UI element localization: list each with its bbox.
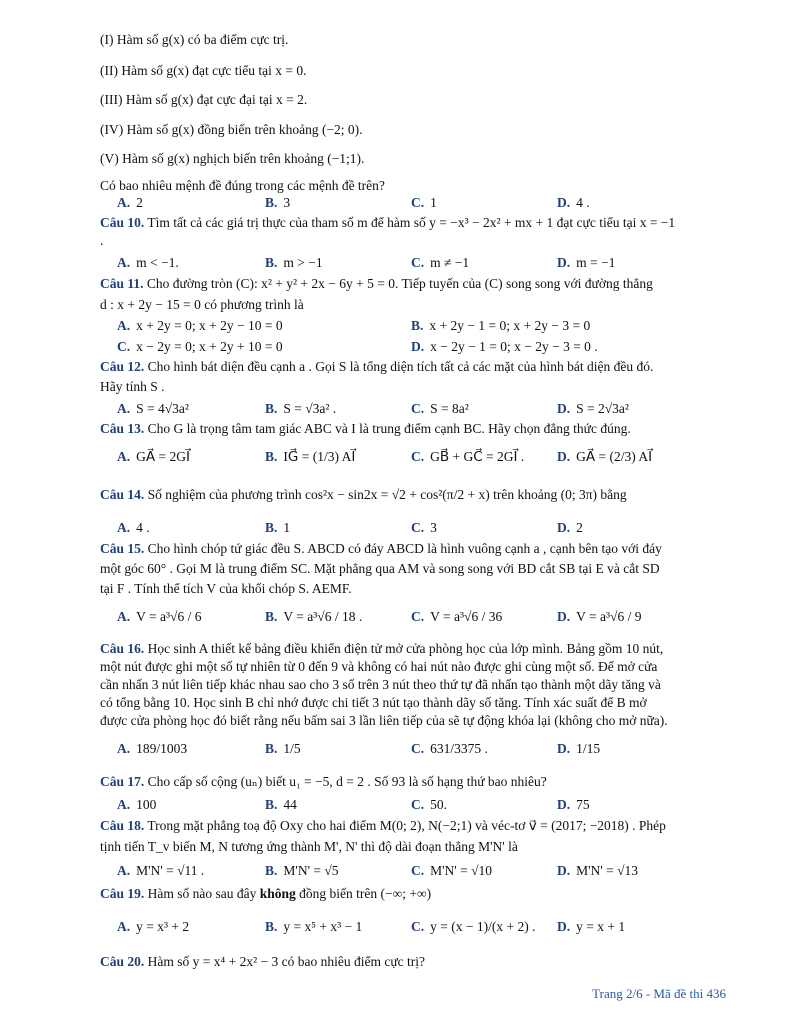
option-d[interactable] [557,600,641,634]
option-d[interactable] [557,193,590,213]
option-value: 2 [576,520,583,535]
option-value: S = √3a² . [283,401,337,416]
question-14-options [100,518,730,538]
option-d[interactable] [557,253,615,273]
option-label: B. [265,741,278,756]
question-11-text [100,275,730,293]
question-label: Câu 16. [100,641,145,656]
option-value: y = x⁵ + x³ − 1 [283,919,363,934]
option-label: B. [265,863,278,878]
option-value: m ≠ −1 [430,255,470,270]
question-body: Trong mặt phẳng toạ độ Oxy cho hai điểm M(0; 2), N(−2;1) và véc-tơ v⃗ = (2017; −2018) . Phép [147,818,666,833]
option-value: y = (x − 1)/(x + 2) . [430,919,536,934]
option-a[interactable] [117,518,150,538]
option-d[interactable] [557,399,629,419]
option-a[interactable] [117,253,179,273]
option-c[interactable] [117,337,283,357]
option-label: A. [117,449,131,464]
question-body: Hàm số nào sau đây [147,886,257,901]
option-b[interactable] [265,253,323,273]
option-label: C. [411,863,425,878]
question-18-text-2: tịnh tiến T_v biến M, N tương ứng thành M', N' thì độ dài đoạn thẳng M'N' là [100,839,518,854]
option-value: 4 . [576,195,590,210]
option-b[interactable] [265,910,362,944]
option-value: S = 2√3a² [576,401,629,416]
question-18-options [100,861,730,881]
option-c[interactable] [411,910,535,944]
option-value: GA⃗ = 2GI⃗ [136,449,190,464]
option-c[interactable] [411,518,437,538]
option-value: 4 . [136,520,150,535]
option-value: M'N' = √11 . [136,863,205,878]
question-label: Câu 10. [100,215,145,230]
option-label: D. [411,339,425,354]
question-16-text-2: một nút được ghi một số tự nhiên từ 0 đến 9 và không có hai nút nào được ghi cùng một số. Để mở cửa [100,659,658,674]
question-16-text-3: cần nhấn 3 nút liên tiếp khác nhau sao cho 3 số trên 3 nút theo thứ tự đã nhấn tạo thành một dãy tăng và [100,677,661,692]
option-label: A. [117,919,131,934]
question-15-options [100,600,730,634]
option-label: D. [557,195,571,210]
option-a[interactable] [117,193,143,213]
option-value: 1 [283,520,291,535]
option-b[interactable] [265,732,301,766]
option-c[interactable] [411,732,488,766]
option-value: 2 [136,195,143,210]
option-label: C. [411,797,425,812]
question-body: Tìm tất cả các giá trị thực của tham số m để hàm số y = −x³ − 2x² + mx + 1 đạt cực tiểu tại x = −1 [147,215,676,230]
option-d[interactable] [557,732,600,766]
question-12-text [100,358,730,376]
option-label: C. [117,339,131,354]
question-10-text-cont: . [100,233,104,248]
option-c[interactable] [411,600,502,634]
question-label: Câu 11. [100,276,144,291]
option-value: 3 [283,195,291,210]
option-value: S = 8a² [430,401,469,416]
option-a[interactable] [117,732,187,766]
statement-1: (I) Hàm số g(x) có ba điểm cực trị. [100,32,289,47]
option-label: D. [557,919,571,934]
option-c[interactable] [411,440,524,474]
question-10-options [100,253,730,273]
question-13-text [100,420,730,438]
option-label: D. [557,609,571,624]
option-label: B. [265,797,278,812]
option-c[interactable] [411,193,437,213]
option-b[interactable] [265,600,362,634]
question-11-options-cd [100,337,730,357]
statement-4: (IV) Hàm số g(x) đồng biến trên khoảng (−2; 0). [100,122,363,137]
option-label: C. [411,401,425,416]
option-label: A. [117,195,131,210]
question-15-text-2: một góc 60° . Gọi M là trung điểm SC. Mặt phẳng qua AM và song song với BD cắt SB tại E và cắt SD [100,561,660,576]
question-18-text [100,817,730,835]
question-body-cont: đồng biến trên (−∞; +∞) [299,886,432,901]
question-body: Cho hình bát diện đều cạnh a . Gọi S là tổng diện tích tất cả các mặt của hình bát diện đều đó. [147,359,654,374]
question-15-text-3: tại F . Tính thể tích V của khối chóp S. AEMF. [100,581,352,596]
option-label: B. [265,609,278,624]
option-label: A. [117,863,131,878]
option-label: A. [117,609,131,624]
option-label: D. [557,401,571,416]
option-d[interactable] [557,518,583,538]
option-a[interactable] [117,861,204,881]
question-body: Cho hình chóp tứ giác đều S. ABCD có đáy ABCD là hình vuông cạnh a , cạnh bên tạo với đáy [147,541,662,556]
option-value: x − 2y − 1 = 0; x − 2y − 3 = 0 . [430,339,598,354]
option-value: m > −1 [283,255,323,270]
option-label: A. [117,401,131,416]
option-label: B. [265,449,278,464]
question-12-text-cont: Hãy tính S . [100,379,165,394]
option-value: V = a³√6 / 9 [576,609,642,624]
option-value: GA⃗ = (2/3) AI⃗ [576,449,653,464]
question-17-options [100,795,730,815]
page-footer: Trang 2/6 - Mã đề thi 436 [592,986,726,1001]
option-b[interactable] [411,316,590,336]
option-c[interactable] [411,253,469,273]
option-value: GB⃗ + GC⃗ = 2GI⃗ . [430,449,525,464]
question-label: Câu 14. [100,487,145,502]
question-9-text: Có bao nhiêu mệnh đề đúng trong các mệnh đề trên? [100,178,385,193]
option-label: C. [411,449,425,464]
question-body: Cho đường tròn (C): x² + y² + 2x − 6y + 5 = 0. Tiếp tuyến của (C) song song với đường thẳng [146,276,653,291]
statement-2: (II) Hàm số g(x) đạt cực tiểu tại x = 0. [100,63,307,78]
option-value: M'N' = √5 [283,863,339,878]
option-c[interactable] [411,861,492,881]
option-value: y = x³ + 2 [136,919,190,934]
question-19-options [100,910,730,944]
option-d[interactable] [557,440,652,474]
question-11-text-cont: d : x + 2y − 15 = 0 có phương trình là [100,297,304,312]
option-label: A. [117,520,131,535]
option-value: 100 [136,797,157,812]
option-label: D. [557,520,571,535]
option-value: S = 4√3a² [136,401,189,416]
option-label: D. [557,863,571,878]
option-label: C. [411,520,425,535]
option-value: 75 [576,797,590,812]
question-label: Câu 13. [100,421,145,436]
option-value: V = a³√6 / 6 [136,609,202,624]
option-d[interactable] [411,337,598,357]
option-c[interactable] [411,795,447,815]
option-value: 1 [430,195,437,210]
option-value: 1/5 [283,741,301,756]
statement-5: (V) Hàm số g(x) nghịch biến trên khoảng (−1;1). [100,151,365,166]
option-c[interactable] [411,399,469,419]
question-10-text [100,214,730,232]
question-body: Cho G là trọng tâm tam giác ABC và I là trung điểm cạnh BC. Hãy chọn đẳng thức đúng. [147,421,631,436]
option-label: D. [557,797,571,812]
question-16-options [100,732,730,766]
question-16-text-4: có tổng bằng 10. Học sinh B chỉ nhớ được chi tiết 3 nút tạo thành dãy số tăng. Tính xác suất để B mở [100,695,647,710]
question-9-options [100,193,730,213]
option-value: x − 2y = 0; x + 2y + 10 = 0 [136,339,283,354]
question-20-text [100,953,730,971]
option-label: C. [411,255,425,270]
option-label: C. [411,609,425,624]
question-12-options [100,399,730,419]
option-label: A. [117,318,131,333]
option-label: D. [557,255,571,270]
option-b[interactable] [265,861,339,881]
question-17-text [100,773,730,791]
option-value: 1/15 [576,741,601,756]
option-b[interactable] [265,518,290,538]
option-value: 44 [283,797,297,812]
question-label: Câu 18. [100,818,145,833]
option-value: IG⃗ = (1/3) AI⃗ [283,449,356,464]
option-d[interactable] [557,910,625,944]
option-a[interactable] [117,600,201,634]
option-a[interactable] [117,440,190,474]
option-value: x + 2y = 0; x + 2y − 10 = 0 [136,318,283,333]
question-label: Câu 20. [100,954,145,969]
option-value: M'N' = √10 [430,863,493,878]
question-body: Cho cấp số cộng (uₙ) biết u₁ = −5, d = 2 . Số 93 là số hạng thứ bao nhiêu? [147,774,547,789]
question-16-text-5: được cửa phòng học đó biết rằng nếu bấm sai 3 lần liên tiếp của sẽ tự động khóa lại (không cho mở nữa). [100,713,668,728]
option-value: 189/1003 [136,741,188,756]
option-label: B. [265,255,278,270]
option-value: m = −1 [576,255,616,270]
question-11-options-ab [100,316,730,336]
option-value: 631/3375 . [430,741,488,756]
option-a[interactable] [117,910,189,944]
option-d[interactable] [557,795,590,815]
option-label: B. [265,520,278,535]
option-label: C. [411,741,425,756]
option-value: x + 2y − 1 = 0; x + 2y − 3 = 0 [429,318,591,333]
option-value: M'N' = √13 [576,863,639,878]
option-value: 3 [430,520,437,535]
option-label: A. [117,255,131,270]
option-label: B. [265,195,278,210]
option-label: D. [557,449,571,464]
option-value: 50. [430,797,447,812]
question-body: Học sinh A thiết kế bảng điều khiển điện tử mở cửa phòng học của lớp mình. Bảng gồm 10 nút, [147,641,664,656]
option-label: D. [557,741,571,756]
question-body: Hàm số y = x⁴ + 2x² − 3 có bao nhiêu điểm cực trị? [147,954,425,969]
option-value: V = a³√6 / 36 [430,609,503,624]
question-label: Câu 12. [100,359,145,374]
question-label: Câu 15. [100,541,145,556]
option-label: A. [117,797,131,812]
question-13-options [100,440,730,474]
option-label: B. [265,401,278,416]
option-a[interactable] [117,316,283,336]
option-a[interactable] [117,399,189,419]
question-label: Câu 17. [100,774,145,789]
option-value: V = a³√6 / 18 . [283,609,363,624]
option-label: A. [117,741,131,756]
option-value: m < −1. [136,255,179,270]
option-d[interactable] [557,861,638,881]
option-label: B. [265,919,278,934]
statement-3: (III) Hàm số g(x) đạt cực đại tại x = 2. [100,92,308,107]
question-emphasis: không [259,886,296,901]
option-label: B. [411,318,424,333]
option-b[interactable] [265,193,290,213]
question-16-text [100,640,730,658]
question-19-text [100,885,730,903]
option-b[interactable] [265,399,336,419]
option-b[interactable] [265,795,297,815]
question-label: Câu 19. [100,886,145,901]
question-body: Số nghiệm của phương trình cos²x − sin2x = √2 + cos²(π/2 + x) trên khoảng (0; 3π) bằng [147,487,627,502]
question-14-text [100,486,730,504]
question-15-text [100,540,730,558]
option-label: C. [411,919,425,934]
option-b[interactable] [265,440,355,474]
option-value: y = x + 1 [576,919,626,934]
option-a[interactable] [117,795,156,815]
option-label: C. [411,195,425,210]
